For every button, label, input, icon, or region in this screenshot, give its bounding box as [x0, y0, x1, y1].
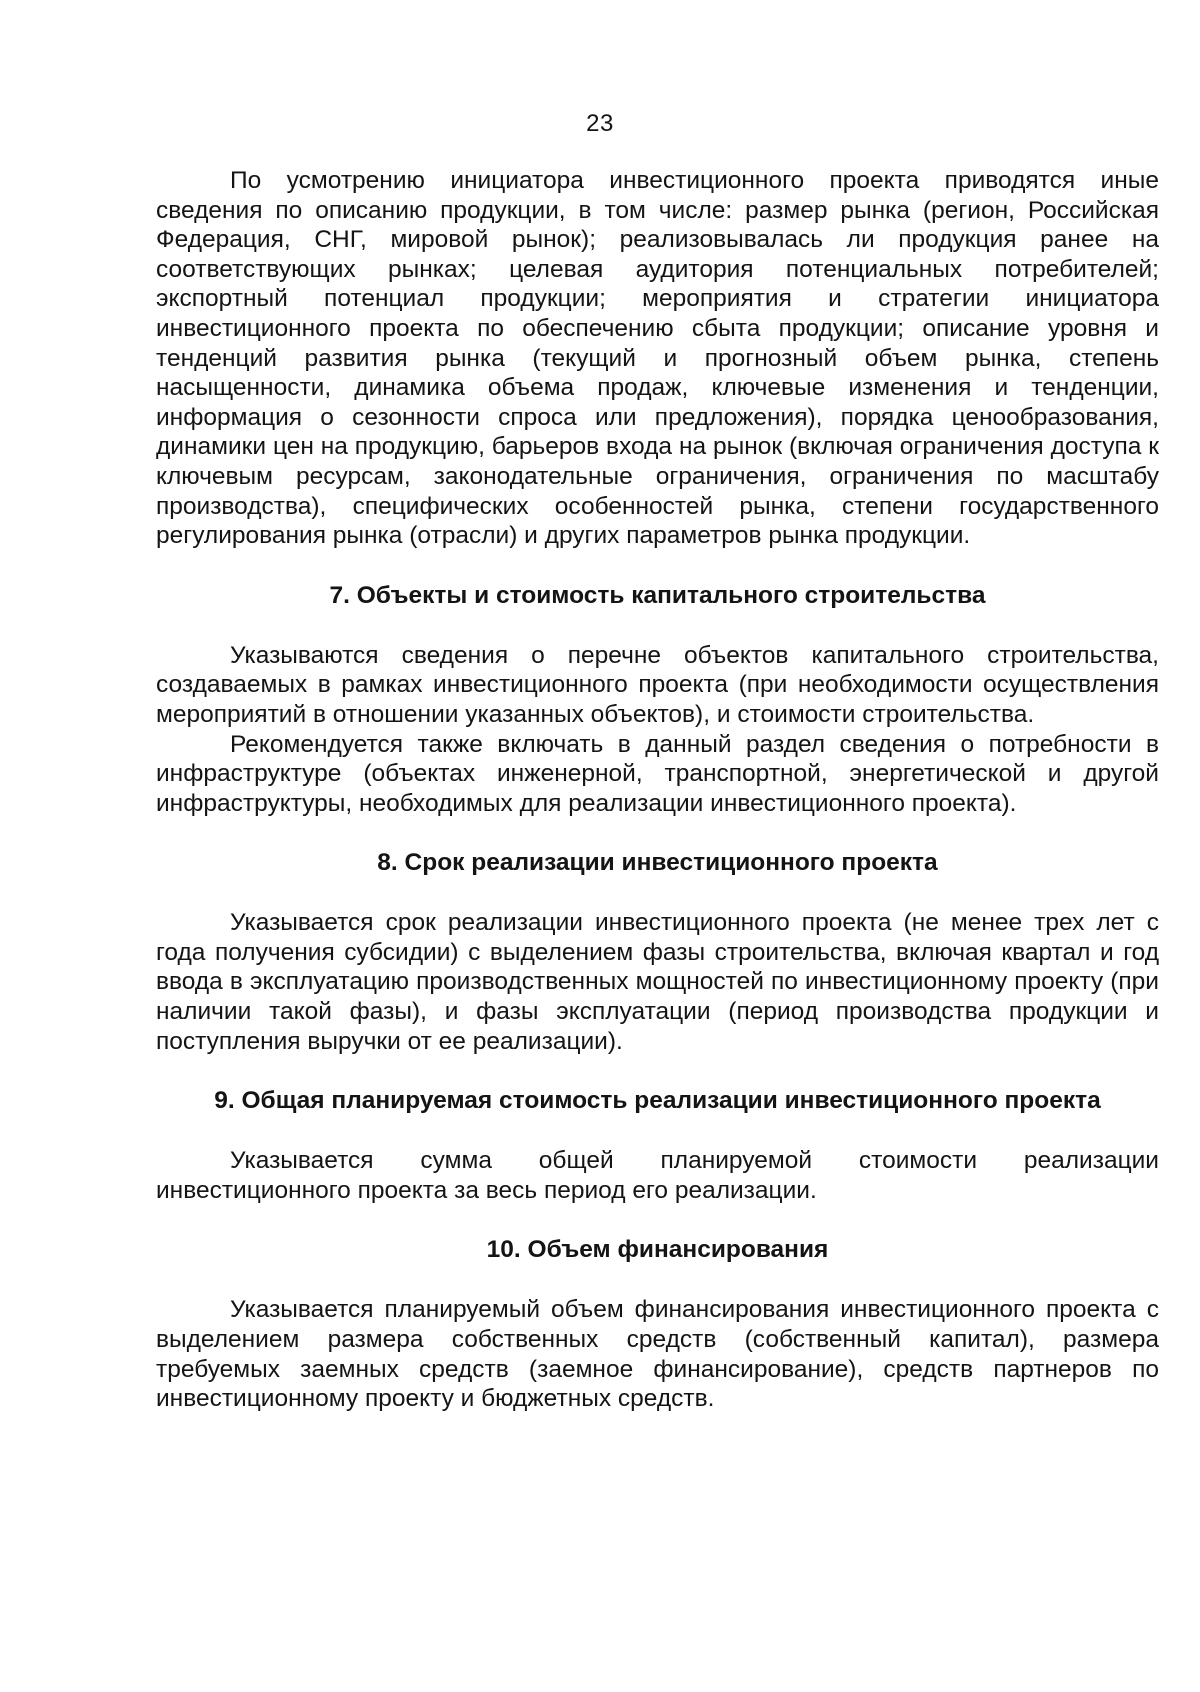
document-body — [156, 166, 1159, 1414]
paragraph: Указывается срок реализации инвестиционного проекта (не менее трех лет с года получения субсидии) с выделением фазы строительства, включая квартал и год ввода в эксплуатацию производственных мощностей по инвестиционному проекту (при наличии такой фазы), и фазы эксплуатации (период производства продукции и поступления выручки от ее реализации). — [156, 909, 1159, 1055]
paragraph: Указываются сведения о перечне объектов капитального строительства, создаваемых в рамках инвестиционного проекта (при необходимости осуществления мероприятий в отношении указанных объектов), и стоимости строительства. — [156, 641, 1159, 728]
paragraph: Указывается сумма общей планируемой стоимости реализации инвестиционного проекта за весь период его реализации. — [156, 1147, 1159, 1204]
section-heading: 9. Общая планируемая стоимость реализации инвестиционного проекта — [214, 1087, 1101, 1115]
page-number: 23 — [586, 110, 614, 137]
paragraph: По усмотрению инициатора инвестиционного проекта приводятся иные сведения по описанию продукции, в том числе: размер рынка (регион, Российская Федерация, СНГ, мировой рынок); реализовывалась ли продукция ранее на соответствующих рынках; целевая аудитория потенциальных потребителей; экспортный потенциал продукции; мероприятия и стратегии инициатора инвестиционного проекта по обеспечению сбыта продукции; описание уровня и тенденций развития рынка (текущий и прогнозный объем рынка, степень насыщенности, динамика объема продаж, ключевые изменения и тенденции, информация о сезонности спроса или предложения), порядка ценообразования, динамики цен на продукцию, барьеров входа на рынок (включая ограничения доступа к ключевым ресурсам, законодательные ограничения, ограничения по масштабу производства), специфических особенностей рынка, степени государственного регулирования рынка (отрасли) и других параметров рынка продукции. — [156, 167, 1159, 550]
section-heading: 7. Объекты и стоимость капитального строительства — [329, 581, 986, 609]
section-9 — [156, 1086, 1159, 1205]
section-10 — [156, 1235, 1159, 1413]
section-market-description — [156, 166, 1159, 551]
section-8 — [156, 848, 1159, 1056]
section-heading: 8. Срок реализации инвестиционного проекта — [377, 849, 938, 877]
paragraph: Указывается планируемый объем финансирования инвестиционного проекта с выделением размера собственных средств (собственный капитал), размера требуемых заемных средств (заемное финансирование), средств партнеров по инвестиционному проекту и бюджетных средств. — [156, 1296, 1159, 1413]
paragraph: Рекомендуется также включать в данный раздел сведения о потребности в инфраструктуре (объектах инженерной, транспортной, энергетической и другой инфраструктуры, необходимых для реализации инвестиционного проекта). — [156, 730, 1159, 817]
section-heading: 10. Объем финансирования — [486, 1236, 829, 1264]
section-7 — [156, 581, 1159, 819]
